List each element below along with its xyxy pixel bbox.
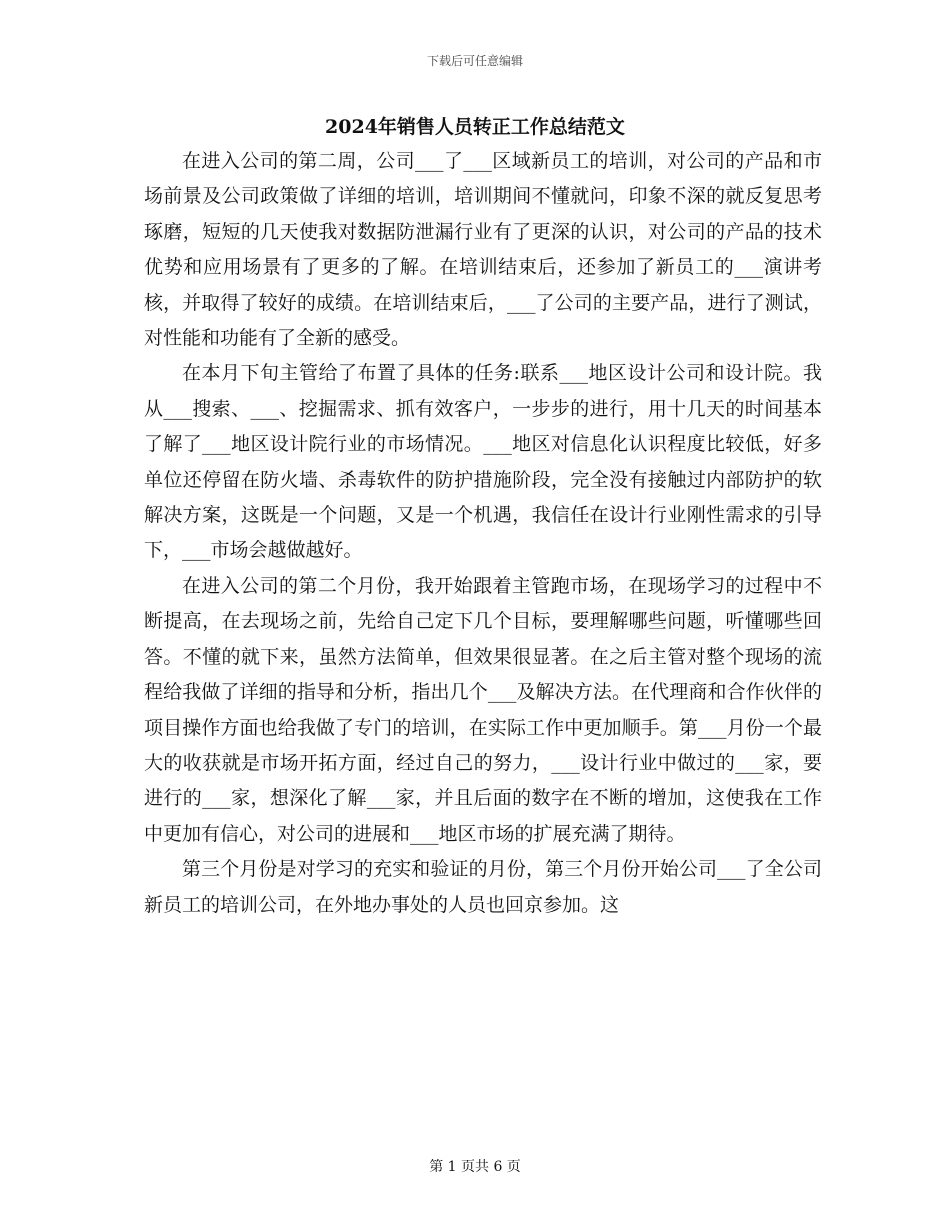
page-header-note: 下载后可任意编辑 bbox=[426, 54, 523, 68]
paragraph: 第三个月份是对学习的充实和验证的月份，第三个月份开始公司___了全公司新员工的培训公司，在外地办事处的人员也回京参加。这 bbox=[144, 858, 822, 916]
document-title: 2024年销售人员转正工作总结范文 bbox=[325, 116, 625, 138]
page-number: 第 1 页共 6 页 bbox=[429, 1159, 521, 1175]
paragraph: 在本月下旬主管给了布置了具体的任务:联系___地区设计公司和设计院。我从___搜索、___、挖掘需求、抓有效客户，一步步的进行，用十几天的时间基本了解了___地区设计院行业的市场情况。___地区对信息化认识程度比较低，好多单位还停留在防火墙、杀毒软件的防护措施阶段，完全没有接触过内部防护的软解决方案，这既是一个问题，又是一个机遇，我信任在设计行业刚性需求的引导下，___市场会越做越好。 bbox=[144, 362, 822, 562]
paragraph: 在进入公司的第二周，公司___了___区域新员工的培训，对公司的产品和市场前景及公司政策做了详细的培训，培训期间不懂就问，印象不深的就反复思考琢磨，短短的几天使我对数据防泄漏行业有了更深的认识，对公司的产品的技术优势和应用场景有了更多的了解。在培训结束后，还参加了新员工的___演讲考核，并取得了较好的成绩。在培训结束后，___了公司的主要产品，进行了测试，对性能和功能有了全新的感受。 bbox=[144, 150, 822, 350]
paragraph: 在进入公司的第二个月份，我开始跟着主管跑市场，在现场学习的过程中不断提高，在去现场之前，先给自己定下几个目标，要理解哪些问题，听懂哪些回答。不懂的就下来，虽然方法简单，但效果很显著。在之后主管对整个现场的流程给我做了详细的指导和分析，指出几个___及解决方法。在代理商和合作伙伴的项目操作方面也给我做了专门的培训，在实际工作中更加顺手。第___月份一个最大的收获就是市场开拓方面，经过自己的努力，___设计行业中做过的___家，要进行的___家，想深化了解___家，并且后面的数字在不断的增加，这使我在工作中更加有信心，对公司的进展和___地区市场的扩展充满了期待。 bbox=[144, 574, 822, 845]
document-body bbox=[144, 144, 822, 923]
